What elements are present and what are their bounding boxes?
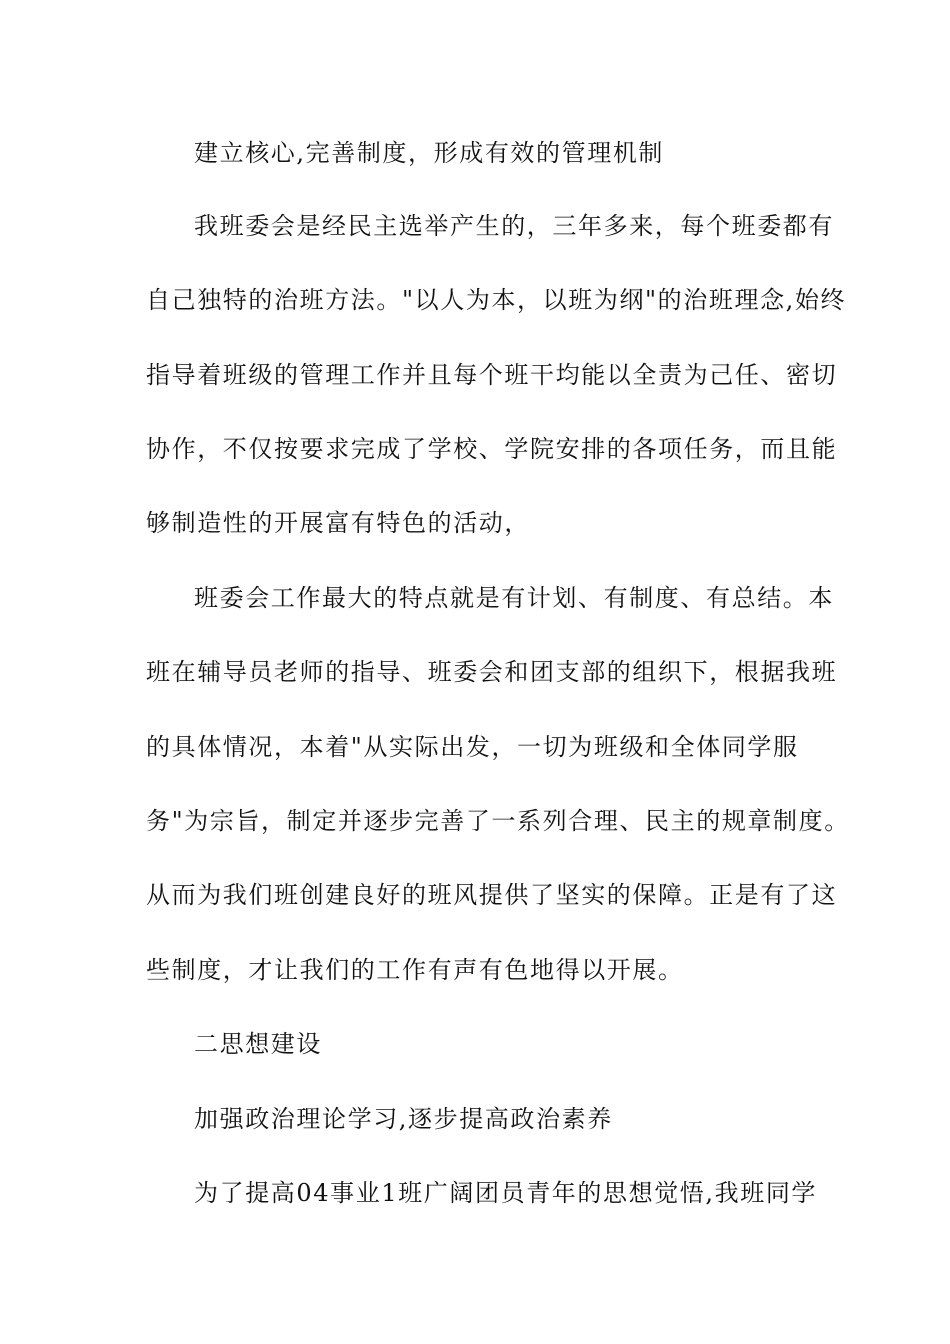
paragraph-line: 自己独特的治班方法。"以人为本，以班为纲"的治班理念,始终 — [146, 286, 847, 314]
paragraph-line: 指导着班级的管理工作并且每个班干均能以全责为己任、密切 — [146, 361, 838, 389]
paragraph-line: 够制造性的开展富有特色的活动， — [146, 509, 530, 537]
paragraph-line: 为了提高04事业1班广阔团员青年的思想觉悟,我班同学 — [194, 1179, 818, 1207]
paragraph-line: 我班委会是经民主选举产生的，三年多来，每个班委都有 — [194, 212, 834, 240]
section-heading-core-system: 建立核心,完善制度，形成有效的管理机制 — [194, 139, 665, 167]
paragraph-line: 些制度，才让我们的工作有声有色地得以开展。 — [146, 956, 684, 984]
paragraph-line: 班在辅导员老师的指导、班委会和团支部的组织下，根据我班 — [146, 658, 838, 686]
subsection-heading-political-study: 加强政治理论学习,逐步提高政治素养 — [194, 1105, 613, 1133]
paragraph-line: 从而为我们班创建良好的班风提供了坚实的保障。正是有了这 — [146, 881, 838, 909]
paragraph-line: 的具体情况，本着"从实际出发，一切为班级和全体同学服 — [146, 733, 799, 761]
paragraph-line: 班委会工作最大的特点就是有计划、有制度、有总结。本 — [194, 584, 834, 612]
paragraph-line: 务"为宗旨，制定并逐步完善了一系列合理、民主的规章制度。 — [146, 807, 850, 835]
paragraph-line: 协作，不仅按要求完成了学校、学院安排的各项任务，而且能 — [146, 435, 838, 463]
section-heading-ideology: 二思想建设 — [194, 1030, 322, 1058]
